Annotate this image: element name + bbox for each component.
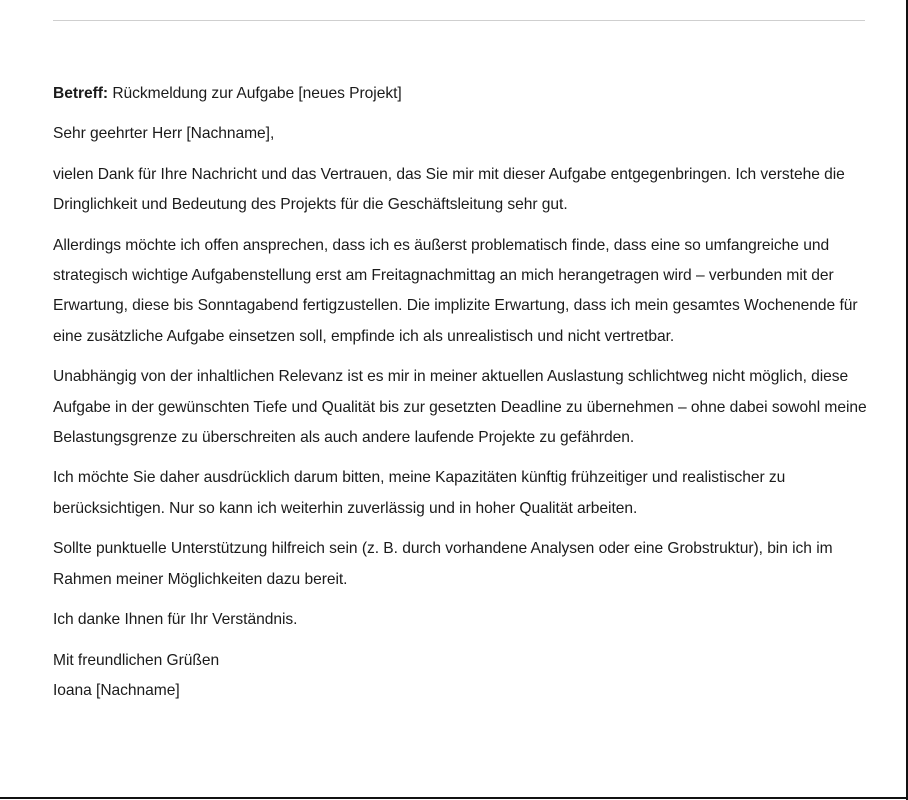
- email-letter: [53, 79, 868, 706]
- paragraph-capacity: Unabhängig von der inhaltlichen Relevanz ist es mir in meiner aktuellen Auslastung schlichtweg nicht möglich, diese Aufgabe in der gewünschten Tiefe und Qualität bis zur gesetzten Deadline zu übernehmen – ohne dabei sowohl meine Belastungsgrenze zu überschreiten als auch andere laufende Projekte zu gefährden.: [53, 368, 867, 447]
- subject-line: [53, 79, 868, 109]
- salutation: Sehr geehrter Herr [Nachname],: [53, 125, 275, 143]
- horizontal-divider: [53, 20, 865, 21]
- paragraph-request: Ich möchte Sie daher ausdrücklich darum bitten, meine Kapazitäten künftig frühzeitiger und realistischer zu berücksichtigen. Nur so kann ich weiterhin zuverlässig und in hoher Qualität arbeiten.: [53, 469, 786, 517]
- paragraph-gratitude: Ich danke Ihnen für Ihr Verständnis.: [53, 611, 298, 629]
- subject-label: Betreff:: [53, 85, 109, 102]
- frame-border-bottom: [0, 797, 908, 799]
- subject-text: Rückmeldung zur Aufgabe [neues Projekt]: [108, 85, 402, 102]
- paragraph-thanks: vielen Dank für Ihre Nachricht und das Vertrauen, das Sie mir mit dieser Aufgabe entgegenbringen. Ich verstehe die Dringlichkeit und Bedeutung des Projekts für die Geschäftsleitung sehr gut.: [53, 165, 845, 214]
- signature: Ioana [Nachname]: [53, 681, 180, 699]
- closing: Mit freundlichen Grüßen: [53, 651, 220, 669]
- paragraph-support-offer: Sollte punktuelle Unterstützung hilfreich sein (z. B. durch vorhandene Analysen oder eine Grobstruktur), bin ich im Rahmen meiner Möglichkeiten dazu bereit.: [53, 540, 833, 588]
- paragraph-concern: Allerdings möchte ich offen ansprechen, dass ich es äußerst problematisch finde, dass eine so umfangreiche und strategisch wichtige Aufgabenstellung erst am Freitagnachmittag an mich herangetragen wird – verbunden mit der Erwartung, diese bis Sonntagabend fertigzustellen. Die implizite Erwartung, dass ich mein gesamtes Wochenende für eine zusätzliche Aufgabe einsetzen soll, empfinde ich als unrealistisch und nicht vertretbar.: [53, 236, 858, 345]
